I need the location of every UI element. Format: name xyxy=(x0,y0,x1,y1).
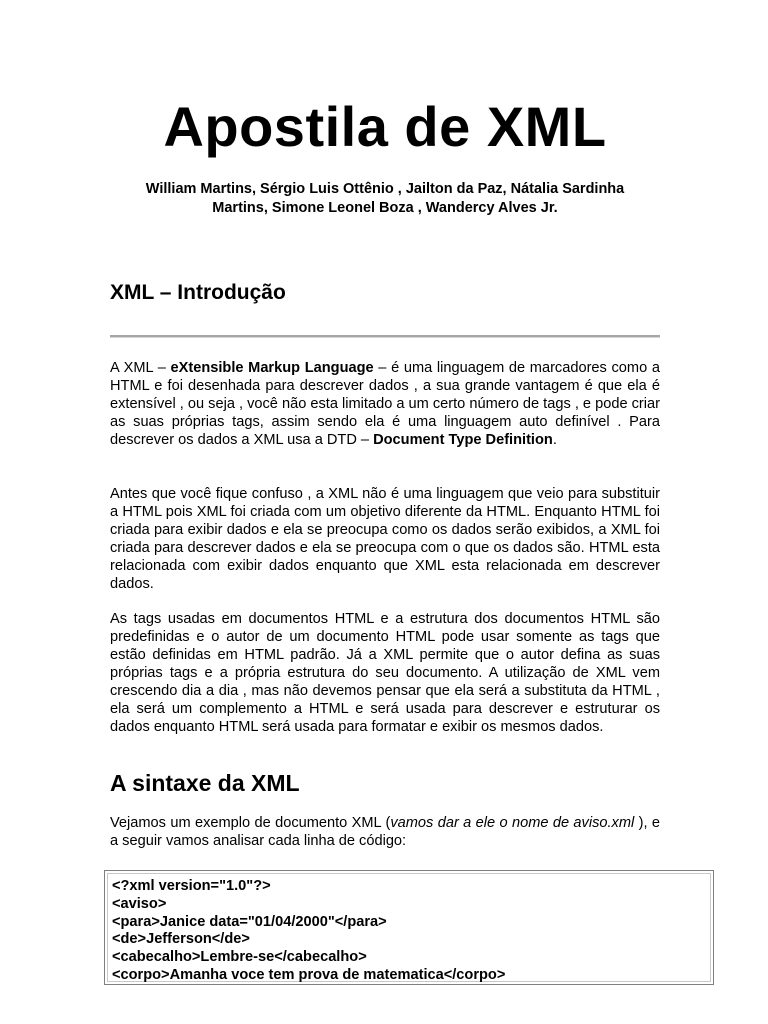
document-title: Apostila de XML xyxy=(163,95,607,158)
code-line: <de>Jefferson</de> xyxy=(112,931,250,948)
code-line: <corpo>Amanha voce tem prova de matematica</corpo> xyxy=(112,966,506,983)
code-line: <cabecalho>Lembre-se</cabecalho> xyxy=(112,949,367,966)
horizontal-divider xyxy=(110,335,660,338)
text: . xyxy=(552,432,557,448)
authors xyxy=(110,180,660,218)
code-line: <aviso> xyxy=(112,895,167,912)
paragraph-xml-definition xyxy=(110,359,660,449)
section-heading-introduction: XML – Introdução xyxy=(110,281,286,304)
paragraph-xml-vs-html: Antes que você fique confuso , a XML não é uma linguagem que veio para substituir a HTML pois XML foi criada com um objetivo diferente da HTML. Enquanto HTML foi criada para exibir dados e ela se preocupa como os dados serão exibidos, a XML foi criada para descrever dados e ela se preocupa com o que os dados são. HTML esta relacionada com exibir dados enquanto que XML esta relacionada em descrever dados. xyxy=(110,486,660,592)
text: A XML – xyxy=(110,360,171,376)
section-heading-syntax: A sintaxe da XML xyxy=(110,770,300,796)
authors-line-1: William Martins, Sérgio Luis Ottênio , Jailton da Paz, Nátalia Sardinha xyxy=(145,181,625,197)
code-example-box xyxy=(104,870,714,985)
code-line: <para>Janice data="01/04/2000"</para> xyxy=(112,913,387,930)
bold-term-document-type-definition: Document Type Definition xyxy=(373,432,553,448)
authors-line-2: Martins, Simone Leonel Boza , Wandercy Alves Jr. xyxy=(212,200,558,216)
code-line: <?xml version="1.0"?> xyxy=(112,878,271,894)
paragraph-example-intro xyxy=(110,814,660,850)
italic-filename-note: vamos dar a ele o nome de aviso.xml xyxy=(390,815,635,831)
bold-term-extensible-markup-language: eXtensible Markup Language xyxy=(170,360,374,376)
text: – é uma linguagem de marcadores como a HTML e foi desenhada para descrever dados , a sua grande vantagem é que ela é extensível , ou seja , você não esta limitado a um certo número de tags , e pode criar as suas próprias tags, assim sendo ela é uma linguagem auto definível . Para descrever os dados a XML usa a DTD – xyxy=(110,360,660,448)
text: Vejamos um exemplo de documento XML ( xyxy=(110,815,391,831)
text: ), e a seguir vamos analisar cada linha de código: xyxy=(110,815,661,849)
code-example-inner xyxy=(107,873,711,982)
paragraph-tags: As tags usadas em documentos HTML e a estrutura dos documentos HTML são predefinidas e o autor de um documento HTML pode usar somente as tags que estão definidas em HTML padrão. Já a XML permite que o autor defina as suas próprias tags e a própria estrutura do seu documento. A utilização de XML vem crescendo dia a dia , mas não devemos pensar que ela será a substituta da HTML , ela será um complemento a HTML e será usada para descrever e estruturar os dados enquanto HTML será usada para formatar e exibir os mesmos dados. xyxy=(110,611,660,735)
